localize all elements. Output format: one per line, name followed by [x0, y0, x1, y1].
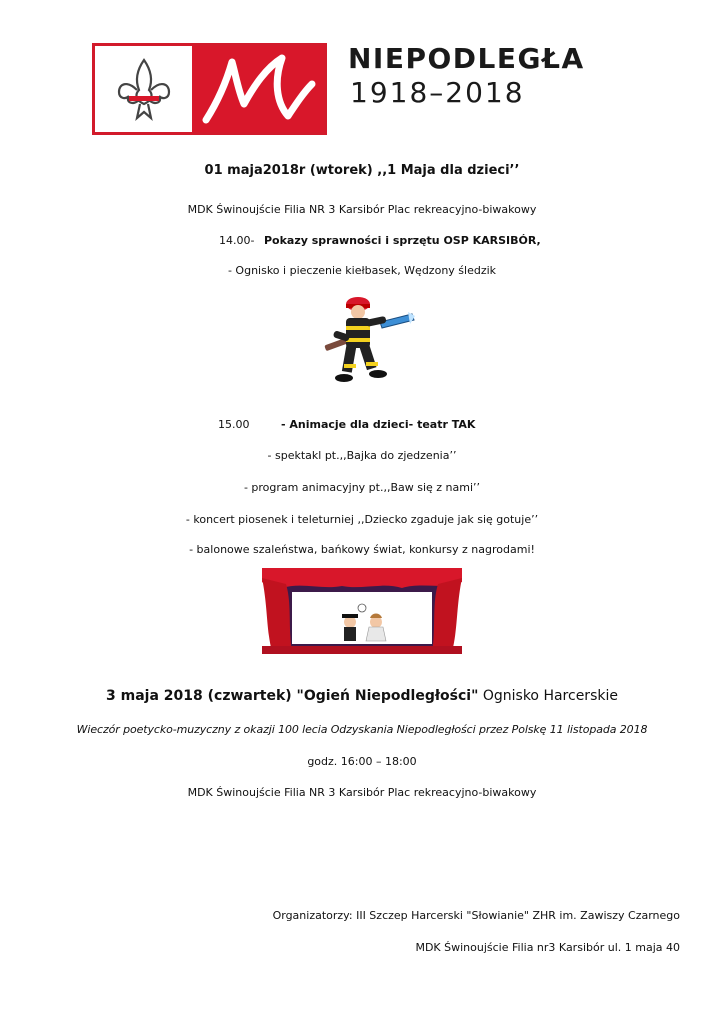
- event1-venue: MDK Świnoujście Filia NR 3 Karsibór Plac rekreacyjno-biwakowy: [187, 203, 537, 216]
- logo-box: [92, 43, 327, 135]
- item1-time: 14.00-: [219, 234, 255, 247]
- organizers-line1: Organizatorzy: III Szczep Harcerski "Słowianie" ZHR im. Zawiszy Czarnego: [272, 909, 680, 922]
- organizers-line2: MDK Świnoujście Filia nr3 Karsibór ul. 1 maja 40: [415, 941, 680, 954]
- fleur-de-lis-icon: [113, 56, 175, 122]
- event1-sub3: - koncert piosenek i teleturniej ,,Dziecko zgaduje jak się gotuje’’: [185, 513, 539, 526]
- event1-item1: [219, 234, 541, 247]
- logo-red-panel: [192, 46, 327, 132]
- event1-sub1: - spektakl pt.,,Bajka do zjedzenia’’: [267, 449, 457, 462]
- logo-title: NIEPODLEGŁA: [348, 42, 585, 75]
- event2-venue: MDK Świnoujście Filia NR 3 Karsibór Plac rekreacyjno-biwakowy: [187, 786, 537, 799]
- event1-item3: [218, 418, 475, 431]
- event1-heading: 01 maja2018r (wtorek) ,,1 Maja dla dzieci’’: [204, 163, 520, 178]
- event2-time: godz. 16:00 – 18:00: [307, 755, 417, 768]
- item3-time: 15.00: [218, 418, 250, 431]
- event1-sub2: - program animacyjny pt.,,Baw się z nami’’: [243, 481, 481, 494]
- event2-heading-bold: 3 maja 2018 (czwartek) "Ogień Niepodległości": [106, 688, 479, 704]
- logo-years: 1918–2018: [350, 76, 525, 109]
- event1-sub4: - balonowe szaleństwa, bańkowy świat, konkursy z nagrodami!: [189, 543, 535, 556]
- n-letter-mark-icon: [192, 46, 327, 132]
- event1-item2: - Ognisko i pieczenie kiełbasek, Wędzony śledzik: [227, 264, 497, 277]
- theater-stage-illustration: [262, 568, 462, 654]
- event2-heading: [0, 688, 724, 704]
- firefighter-illustration: [320, 292, 416, 388]
- event2-subtitle: Wieczór poetycko-muzyczny z okazji 100 lecia Odzyskania Niepodległości przez Polskę 11 listopada 2018: [76, 723, 648, 736]
- item1-text: Pokazy sprawności i sprzętu OSP KARSIBÓR,: [263, 234, 541, 247]
- event2-heading-rest: Ognisko Harcerskie: [478, 688, 618, 704]
- item3-text: - Animacje dla dzieci- teatr TAK: [281, 418, 476, 431]
